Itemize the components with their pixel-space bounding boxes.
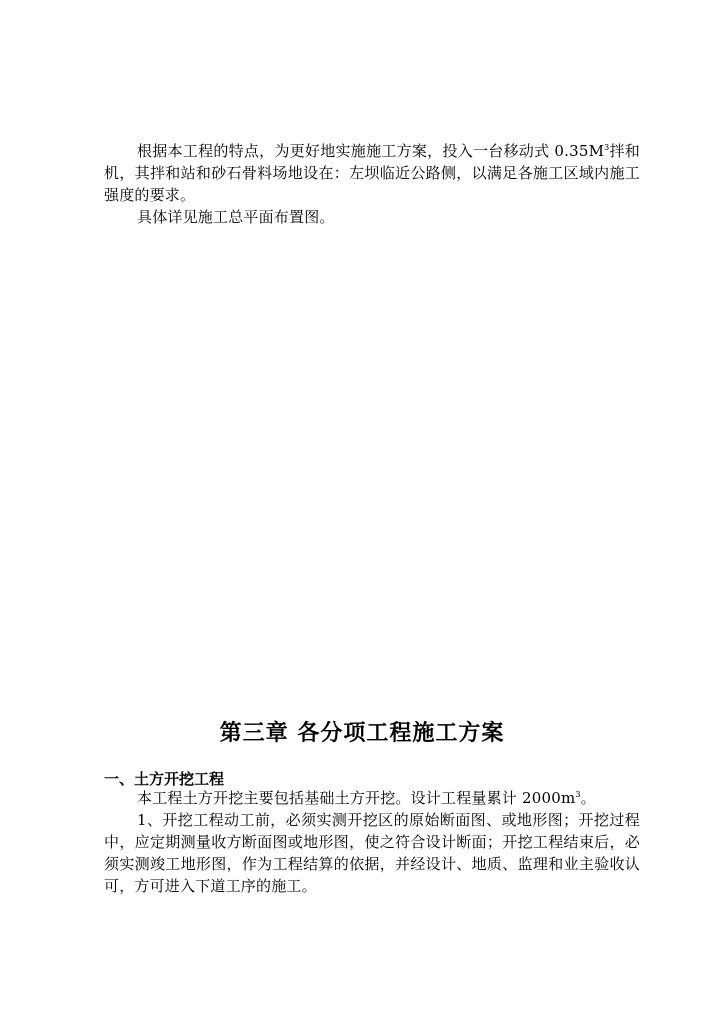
paragraph-earthwork-intro — [104, 787, 640, 809]
earthwork-intro-superscript: 3 — [575, 790, 581, 799]
paragraph-layout-reference: 具体详见施工总平面布置图。 — [137, 208, 335, 226]
paragraph-mixing-plant — [104, 140, 640, 206]
paragraph-1-text: 根据本工程的特点，为更好地实施施工方案，投入一台移动式 0.35M — [137, 142, 605, 160]
section-heading-earthwork: 一、土方开挖工程 — [104, 770, 225, 788]
chapter-title: 第三章 各分项工程施工方案 — [219, 720, 505, 746]
earthwork-intro-text: 本工程土方开挖主要包括基础土方开挖。设计工程量累计 2000m — [137, 789, 576, 807]
paragraph-1-continuation: 拌和机，其拌和站和砂石骨料场地设在：左坝临近公路侧，以满足各施工区域内施工强度的要求。 — [104, 142, 640, 204]
earthwork-intro-end: 。 — [580, 789, 596, 807]
paragraph-earthwork-item-1: 1、开挖工程动工前，必须实测开挖区的原始断面图、或地形图；开挖过程中，应定期测量收方断面图或地形图，使之符合设计断面；开挖工程结束后，必须实测竣工地形图，作为工程结算的依据，并经设计、地质、监理和业主验收认可，方可进入下道工序的施工。 — [104, 811, 640, 895]
paragraph-1-superscript: 3 — [604, 143, 610, 152]
